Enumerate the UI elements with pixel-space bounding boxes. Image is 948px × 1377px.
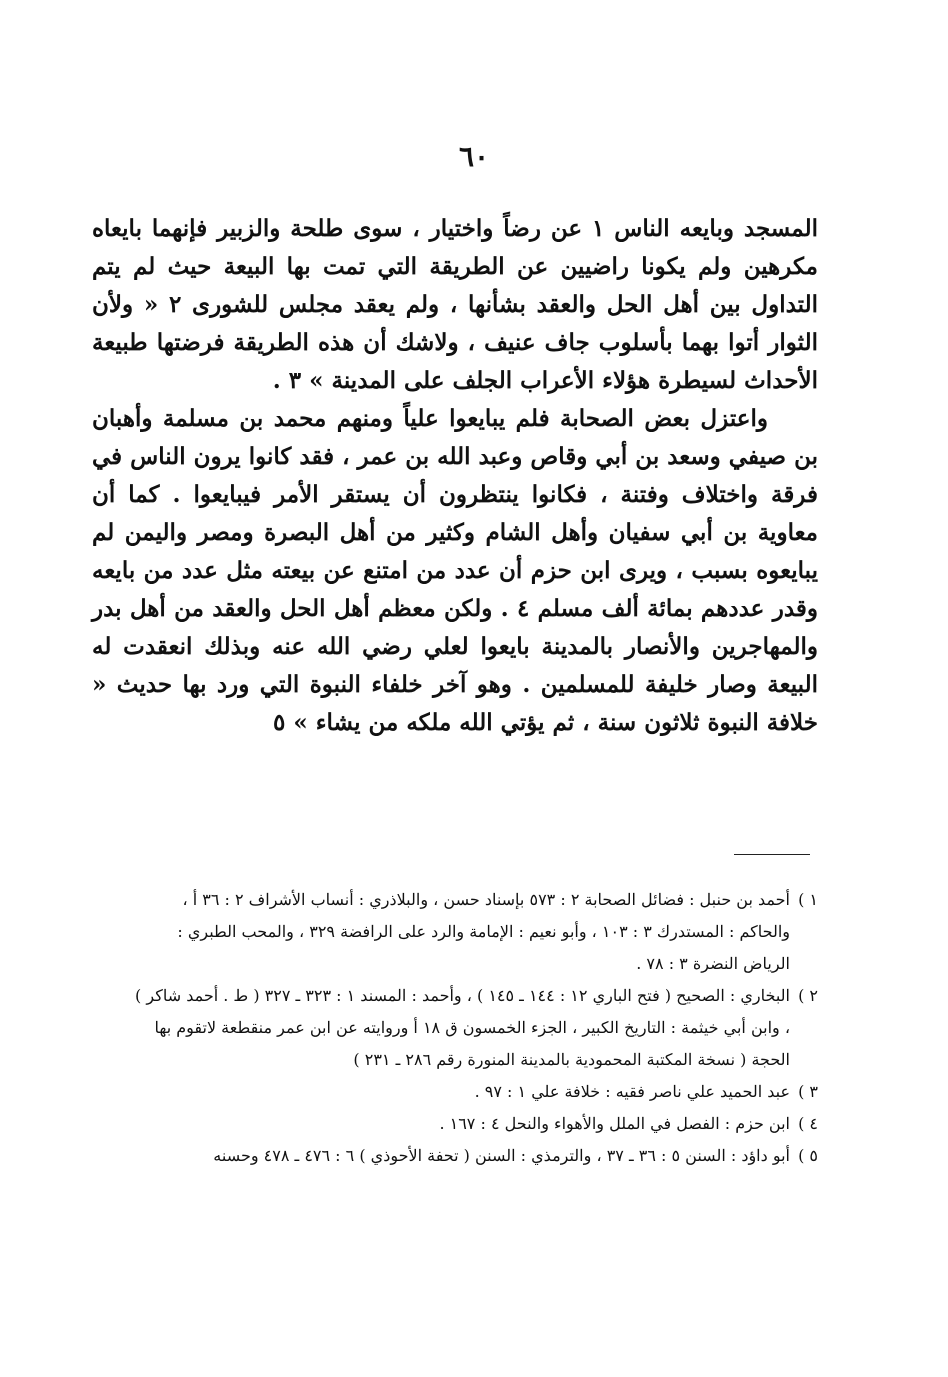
footnote-number: ٤ ) bbox=[798, 1114, 818, 1133]
footnote bbox=[132, 980, 818, 1076]
footnote-text: عبد الحميد علي ناصر فقيه : خلافة علي ١ : ٩٧ . bbox=[474, 1082, 790, 1101]
page-number: ٦٠ bbox=[458, 140, 490, 173]
footnote bbox=[132, 884, 818, 980]
main-text bbox=[92, 210, 818, 742]
footnote-text: أبو داؤد : السنن ٥ : ٣٦ ـ ٣٧ ، والترمذي : السنن ( تحفة الأحوذي ) ٦ : ٤٧٦ ـ ٤٧٨ وحسنه bbox=[213, 1146, 790, 1165]
footnote bbox=[132, 1076, 818, 1108]
footnote-text: البخاري : الصحيح ( فتح الباري ١٢ : ١٤٤ ـ ١٤٥ ) ، وأحمد : المسند ١ : ٣٢٣ ـ ٣٢٧ ( ط . أحمد شاكر ) ، وابن أبي خيثمة : التاريخ الكبير ، الجزء الخمسون ق ١٨ أ وروايته عن ابن عمر منقطعة لاتقوم بها الحجة ( نسخة المكتبة المحمودية بالمدينة المنورة رقم ٢٨٦ ـ ٢٣١ ) bbox=[135, 986, 790, 1069]
footnote-number: ٢ ) bbox=[798, 986, 818, 1005]
footnote bbox=[132, 1108, 818, 1140]
footnote-number: ٥ ) bbox=[798, 1146, 818, 1165]
footnote bbox=[132, 1140, 818, 1172]
footnotes bbox=[132, 884, 818, 1172]
footnote-text: ابن حزم : الفصل في الملل والأهواء والنحل ٤ : ١٦٧ . bbox=[439, 1114, 790, 1133]
footnote-number: ١ ) bbox=[798, 890, 818, 909]
footnote-number: ٣ ) bbox=[798, 1082, 818, 1101]
paragraph: واعتزل بعض الصحابة فلم يبايعوا علياً ومنهم محمد بن مسلمة وأهبان بن صيفي وسعد بن أبي وقاص وعبد الله بن عمر ، فقد كانوا يرون الناس في فرقة واختلاف وفتنة ، فكانوا ينتظرون أن يستقر الأمر فيبايعوا . كما أن معاوية بن أبي سفيان وأهل الشام وكثير من أهل البصرة ومصر واليمن لم يبايعوه بسبب ، ويرى ابن حزم أن عدد من امتنع عن بيعته مثل عدد من بايعه وقدر عددهم بمائة ألف مسلم ٤ . ولكن معظم أهل الحل والعقد من أهل بدر والمهاجرين والأنصار بالمدينة بايعوا لعلي رضي الله عنه وبذلك انعقدت له البيعة وصار خليفة للمسلمين . وهو آخر خلفاء النبوة التي ورد بها حديث « خلافة النبوة ثلاثون سنة ، ثم يؤتي الله ملكه من يشاء » ٥ bbox=[92, 405, 818, 736]
footnote-separator bbox=[734, 854, 810, 855]
footnote-text: أحمد بن حنبل : فضائل الصحابة ٢ : ٥٧٣ بإسناد حسن ، والبلاذري : أنساب الأشراف ٢ : ٣٦ أ ، والحاكم : المستدرك ٣ : ١٠٣ ، وأبو نعيم : الإمامة والرد على الرافضة ٣٢٩ ، والمحب الطبري : الرياض النضرة ٣ : ٧٨ . bbox=[177, 890, 790, 973]
paragraph: المسجد وبايعه الناس ١ عن رضاً واختيار ، سوى طلحة والزبير فإنهما بايعاه مكرهين ولم يكونا راضيين عن الطريقة التي تمت بها البيعة حيث لم يتم التداول بين أهل الحل والعقد بشأنها ، ولم يعقد مجلس للشورى ٢ « ولأن الثوار أتوا بهما بأسلوب جاف عنيف ، ولاشك أن هذه الطريقة فرضتها طبيعة الأحداث لسيطرة هؤلاء الأعراب الجلف على المدينة » ٣ . bbox=[92, 215, 818, 394]
